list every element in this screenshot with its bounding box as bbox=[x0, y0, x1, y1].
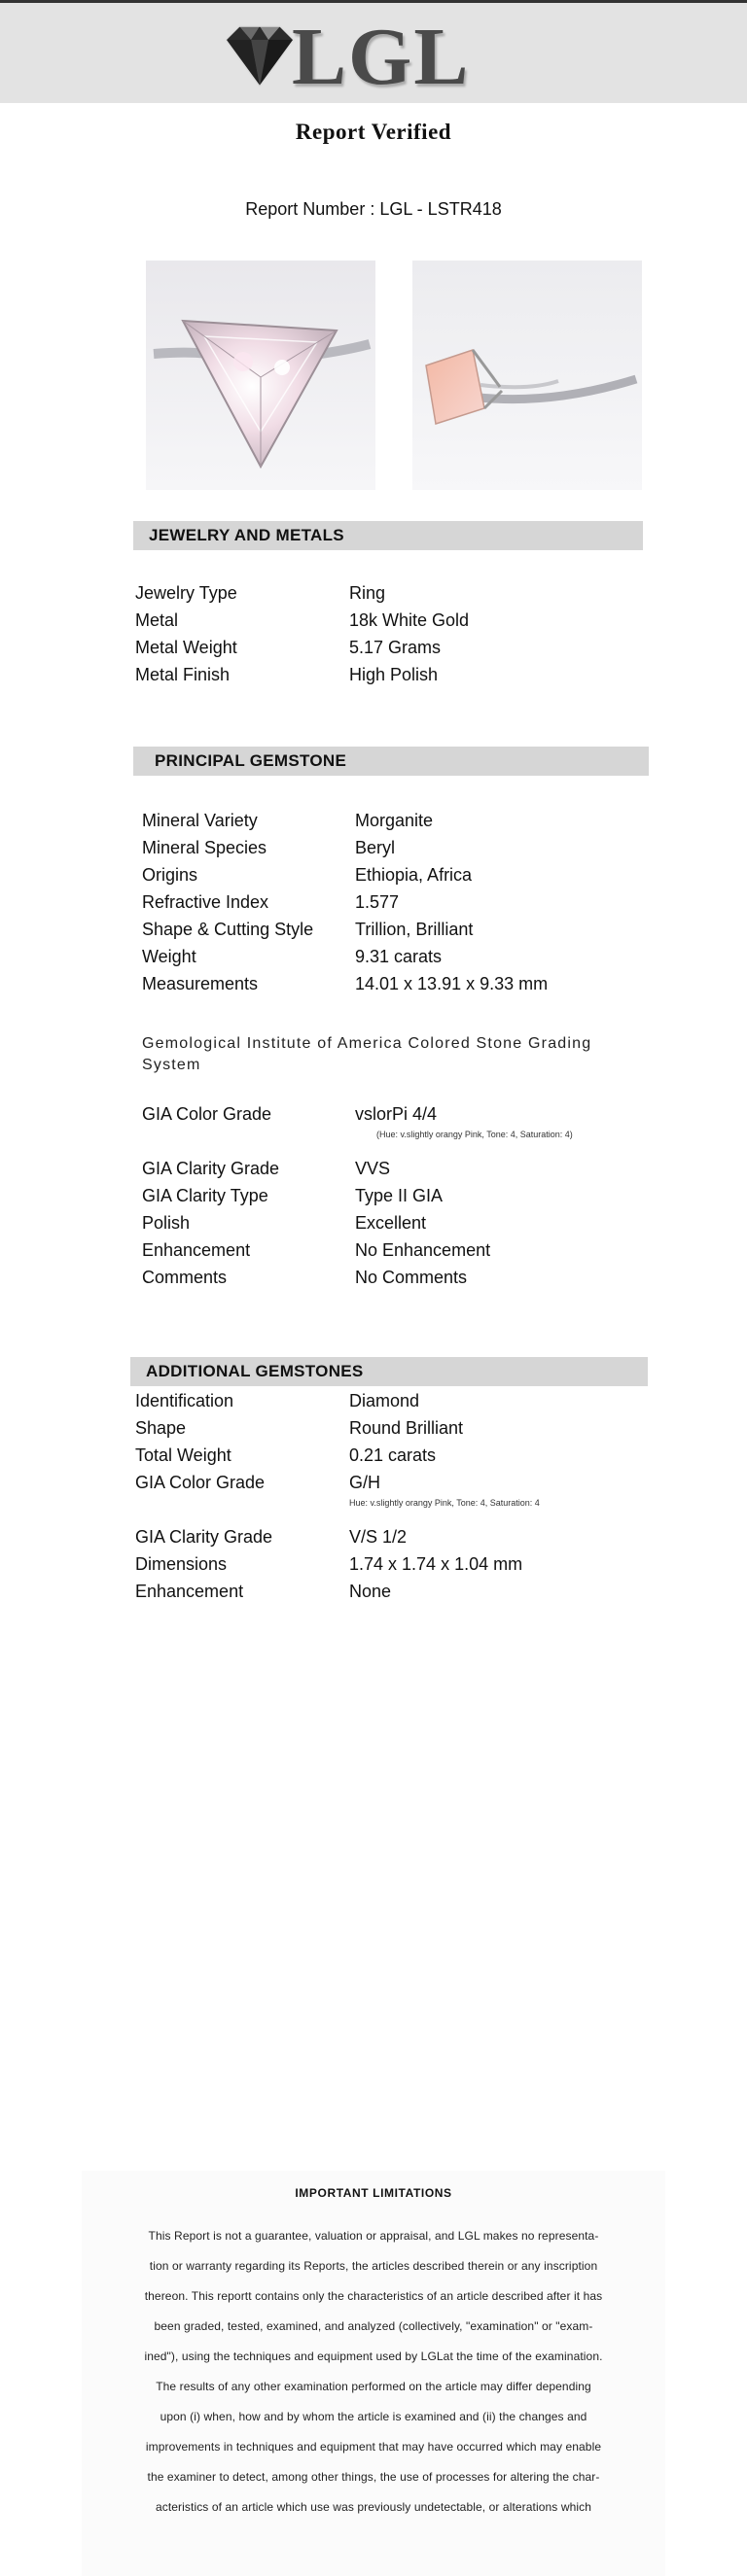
detail-row bbox=[135, 579, 622, 607]
detail-row bbox=[135, 607, 622, 634]
detail-value: Diamond bbox=[349, 1391, 420, 1410]
detail-label: Origins bbox=[142, 865, 198, 885]
detail-value: Morganite bbox=[355, 811, 434, 830]
detail-label: Mineral Variety bbox=[142, 811, 258, 830]
detail-value: 9.31 carats bbox=[355, 947, 443, 966]
limitations-line: ined"), using the techniques and equipment used by LGLat the time of the examination. bbox=[144, 2350, 603, 2363]
detail-label: Dimensions bbox=[135, 1554, 228, 1574]
ring-photo-top[interactable] bbox=[146, 261, 375, 490]
limitations-line: thereon. This reportt contains only the characteristics of an article described after it has bbox=[144, 2289, 603, 2303]
detail-row bbox=[142, 834, 628, 861]
detail-value: Ethiopia, Africa bbox=[355, 865, 473, 885]
page-title: Report Verified bbox=[295, 120, 452, 144]
diamond-icon bbox=[222, 22, 298, 90]
detail-value: Excellent bbox=[355, 1213, 427, 1233]
section-additional-gemstones: ADDITIONAL GEMSTONES bbox=[130, 1357, 648, 1386]
detail-label: Measurements bbox=[142, 974, 259, 993]
detail-label: Enhancement bbox=[142, 1240, 251, 1260]
detail-label: Shape & Cutting Style bbox=[142, 920, 314, 939]
detail-value: vslorPi 4/4 bbox=[355, 1104, 438, 1124]
section-jewelry-and-metals: JEWELRY AND METALS bbox=[133, 521, 643, 550]
detail-value: VVS bbox=[355, 1159, 391, 1178]
detail-value: V/S 1/2 bbox=[349, 1527, 408, 1547]
detail-row bbox=[142, 1182, 628, 1209]
detail-value: 0.21 carats bbox=[349, 1445, 437, 1465]
detail-row bbox=[135, 661, 622, 688]
detail-value: High Polish bbox=[349, 665, 439, 684]
detail-row bbox=[142, 943, 628, 970]
detail-row bbox=[142, 916, 628, 943]
detail-row bbox=[142, 888, 628, 916]
detail-label: Metal Finish bbox=[135, 665, 231, 684]
detail-row bbox=[142, 1209, 628, 1236]
header-banner bbox=[0, 0, 747, 103]
lgl-logo[interactable] bbox=[222, 12, 494, 102]
detail-label: GIA Clarity Type bbox=[142, 1186, 268, 1205]
detail-row bbox=[142, 1236, 628, 1264]
detail-label: GIA Clarity Grade bbox=[135, 1527, 273, 1547]
detail-label: Mineral Species bbox=[142, 838, 267, 857]
limitations-line: been graded, tested, examined, and analyzed (collectively, "examination" or "exam- bbox=[154, 2319, 593, 2333]
detail-value: Type II GIA bbox=[355, 1186, 444, 1205]
detail-value: No Comments bbox=[355, 1268, 468, 1287]
detail-row bbox=[135, 1578, 622, 1605]
limitations-line: acteristics of an article which use was previously undetectable, or alterations which bbox=[155, 2500, 592, 2514]
detail-row bbox=[135, 634, 622, 661]
detail-value: 5.17 Grams bbox=[349, 638, 442, 657]
detail-label: Identification bbox=[135, 1391, 234, 1410]
detail-row bbox=[142, 861, 628, 888]
detail-label: Shape bbox=[135, 1418, 187, 1438]
limitations-line: The results of any other examination performed on the article may differ depending bbox=[156, 2380, 591, 2393]
detail-row bbox=[135, 1387, 622, 1414]
color-grade-note: Hue: v.slightly orangy Pink, Tone: 4, Saturation: 4 bbox=[349, 1498, 540, 1508]
detail-value: No Enhancement bbox=[355, 1240, 491, 1260]
detail-label: Refractive Index bbox=[142, 892, 269, 912]
detail-value: 1.74 x 1.74 x 1.04 mm bbox=[349, 1554, 523, 1574]
logo-text: LGL bbox=[292, 12, 471, 102]
detail-row bbox=[142, 807, 628, 834]
detail-value: Ring bbox=[349, 583, 386, 603]
detail-row bbox=[135, 1523, 622, 1550]
detail-label: GIA Clarity Grade bbox=[142, 1159, 280, 1178]
color-grade-note: (Hue: v.slightly orangy Pink, Tone: 4, Saturation: 4) bbox=[376, 1130, 573, 1139]
detail-value: G/H bbox=[349, 1473, 381, 1492]
report-number bbox=[0, 199, 747, 220]
detail-label: Jewelry Type bbox=[135, 583, 237, 603]
detail-row bbox=[135, 1469, 622, 1496]
detail-label: GIA Color Grade bbox=[142, 1104, 272, 1124]
detail-row bbox=[142, 970, 628, 997]
limitations-line: tion or warranty regarding its Reports, the articles described therein or any inscription bbox=[149, 2259, 598, 2273]
detail-row bbox=[135, 1414, 622, 1442]
detail-label: Weight bbox=[142, 947, 196, 966]
detail-label: Total Weight bbox=[135, 1445, 231, 1465]
detail-value: None bbox=[349, 1582, 392, 1601]
report-number-value: LGL - LSTR418 bbox=[379, 199, 502, 219]
detail-row bbox=[142, 1100, 628, 1128]
detail-row bbox=[142, 1155, 628, 1182]
gia-grading-system-heading: Gemological Institute of America Colored Stone Grading System bbox=[142, 1035, 592, 1073]
detail-label: Enhancement bbox=[135, 1582, 244, 1601]
detail-label: Metal bbox=[135, 610, 179, 630]
section-principal-gemstone: PRINCIPAL GEMSTONE bbox=[133, 747, 649, 776]
detail-label: GIA Color Grade bbox=[135, 1473, 266, 1492]
detail-value: 1.577 bbox=[355, 892, 400, 912]
limitations-line: upon (i) when, how and by whom the article is examined and (ii) the changes and bbox=[160, 2410, 587, 2423]
detail-label: Metal Weight bbox=[135, 638, 237, 657]
limitations-line: This Report is not a guarantee, valuation or appraisal, and LGL makes no representa- bbox=[148, 2229, 599, 2243]
report-number-label: Report Number : bbox=[245, 199, 380, 219]
detail-value: 14.01 x 13.91 x 9.33 mm bbox=[355, 974, 549, 993]
limitations-line: the examiner to detect, among other things, the use of processes for altering the char- bbox=[147, 2470, 600, 2484]
detail-value: Round Brilliant bbox=[349, 1418, 464, 1438]
detail-row bbox=[135, 1550, 622, 1578]
limitations-title: IMPORTANT LIMITATIONS bbox=[295, 2186, 452, 2200]
ring-photo-side[interactable] bbox=[412, 261, 642, 490]
detail-row bbox=[135, 1442, 622, 1469]
detail-row bbox=[142, 1264, 628, 1291]
detail-label: Polish bbox=[142, 1213, 191, 1233]
detail-value: Trillion, Brilliant bbox=[355, 920, 474, 939]
detail-value: Beryl bbox=[355, 838, 396, 857]
important-limitations bbox=[82, 2171, 665, 2576]
detail-label: Comments bbox=[142, 1268, 228, 1287]
detail-value: 18k White Gold bbox=[349, 610, 470, 630]
limitations-line: improvements in techniques and equipment that may have occurred which may enable bbox=[145, 2440, 602, 2454]
